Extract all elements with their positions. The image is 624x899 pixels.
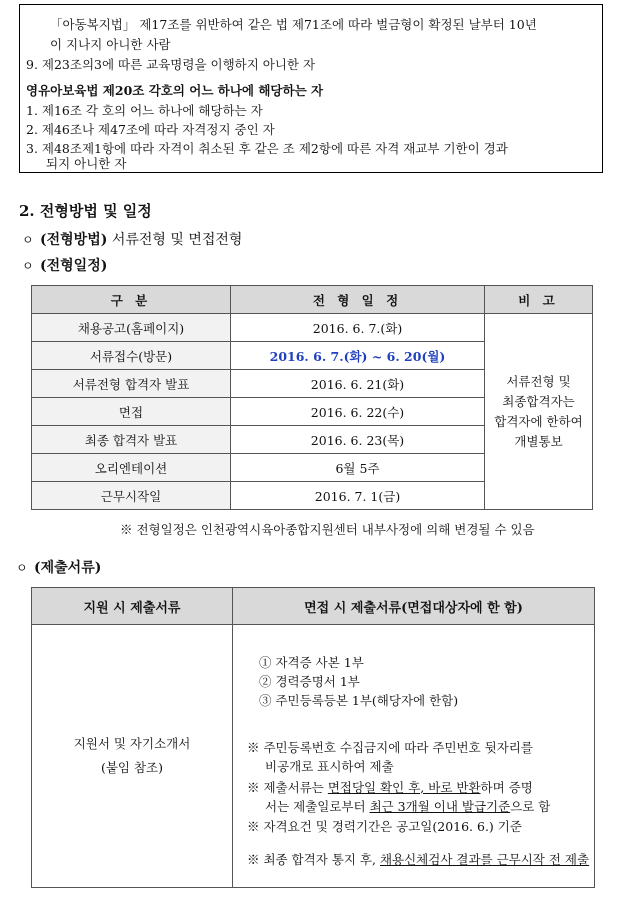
row-label: 오리엔테이션: [32, 454, 231, 482]
text-line: 이 지나지 아니한 사람: [50, 37, 171, 52]
application-docs-cell: [32, 625, 233, 888]
text-line: 1. 제16조 각 호의 어느 하나에 해당하는 자: [26, 103, 263, 118]
text-line: 9. 제23조의3에 따른 교육명령을 이행하지 아니한 자: [26, 57, 316, 72]
interview-docs-cell: [233, 625, 595, 888]
row-date: 2016. 6. 7.(화): [231, 314, 485, 342]
row-date: 6월 5주: [231, 454, 485, 482]
column-header: 전 형 일 정: [231, 286, 485, 314]
remark-line: 최종합격자는: [502, 393, 575, 409]
doc-item: ③ 주민등록등본 1부(해당자에 한함): [259, 693, 459, 708]
note-line: 비공개로 표시하여 제출: [265, 759, 394, 774]
table-row: [32, 314, 593, 342]
cell-line: (붙임 참조): [100, 760, 164, 775]
note-line: ※ 제출서류는 면접당일 확인 후, 바로 반환하며 증명: [247, 780, 533, 795]
row-date: 2016. 6. 22(수): [231, 398, 485, 426]
method-label: (전형방법): [40, 232, 108, 248]
table-header-row: [32, 286, 593, 314]
note-line: ※ 주민등록번호 수집금지에 따라 주민번호 뒷자리를: [247, 740, 533, 755]
schedule-table: [31, 285, 593, 510]
bullet-icon: ㅇ: [16, 561, 28, 575]
documents-label: (제출서류): [34, 560, 102, 576]
remark-line: 합격자에 한하여: [494, 413, 583, 429]
section-title: 2. 전형방법 및 일정: [19, 202, 152, 220]
schedule-footnote: ※ 전형일정은 인천광역시육아종합지원센터 내부사정에 의해 변경될 수 있음: [120, 522, 535, 537]
row-label: 면접: [32, 398, 231, 426]
row-date: 2016. 7. 1(금): [231, 482, 485, 510]
column-header: 지원 시 제출서류: [32, 588, 233, 625]
bullet-icon: ㅇ: [22, 233, 34, 247]
bullet-icon: ㅇ: [22, 259, 34, 273]
row-date: 2016. 6. 23(목): [231, 426, 485, 454]
text-line: 2. 제46조나 제47조에 따라 자격정지 중인 자: [26, 122, 275, 137]
note-line: ※ 자격요건 및 경력기간은 공고일(2016. 6.) 기준: [247, 819, 522, 834]
text-line: 3. 제48조제1항에 따라 자격이 취소된 후 같은 조 제2항에 따른 자격 재교부 기한이 경과: [26, 141, 508, 156]
column-header: 비 고: [485, 286, 593, 314]
text-line: 되지 아니한 자: [46, 156, 127, 171]
note-line: 서는 제출일로부터 최근 3개월 이내 발급기준으로 함: [265, 799, 551, 814]
schedule-label: (전형일정): [40, 258, 108, 274]
subheading: 영유아보육법 제20조 각호의 어느 하나에 해당하는 자: [26, 83, 324, 98]
table-header-row: [32, 588, 595, 625]
column-header: 구 분: [32, 286, 231, 314]
method-text: 서류전형 및 면접전형: [111, 232, 243, 248]
text-line: 「아동복지법」 제17조를 위반하여 같은 법 제71조에 따라 벌금형이 확정된 날부터 10년: [50, 17, 537, 32]
row-label: 서류전형 합격자 발표: [32, 370, 231, 398]
note-line: ※ 최종 합격자 통지 후, 채용신체검사 결과를 근무시작 전 제출: [247, 852, 590, 867]
column-header: 면접 시 제출서류(면접대상자에 한 함): [233, 588, 595, 625]
remark-line: 개별통보: [514, 433, 563, 449]
row-date: 2016. 6. 21(화): [231, 370, 485, 398]
table-row: [32, 625, 595, 888]
row-label: 서류접수(방문): [32, 342, 231, 370]
row-label: 근무시작일: [32, 482, 231, 510]
doc-item: ① 자격증 사본 1부: [259, 655, 364, 670]
schedule-bullet: [22, 255, 107, 275]
doc-item: ② 경력증명서 1부: [259, 674, 360, 689]
remark-line: 서류전형 및: [506, 373, 571, 389]
row-label: 최종 합격자 발표: [32, 426, 231, 454]
documents-table: [31, 587, 595, 888]
documents-bullet: [16, 557, 101, 577]
method-bullet: [22, 229, 242, 249]
remarks-cell: [485, 314, 593, 510]
cell-line: 지원서 및 자기소개서: [73, 736, 191, 751]
row-label: 채용공고(홈페이지): [32, 314, 231, 342]
row-date: 2016. 6. 7.(화) ~ 6. 20(월): [231, 342, 485, 370]
eligibility-box: [19, 4, 603, 173]
